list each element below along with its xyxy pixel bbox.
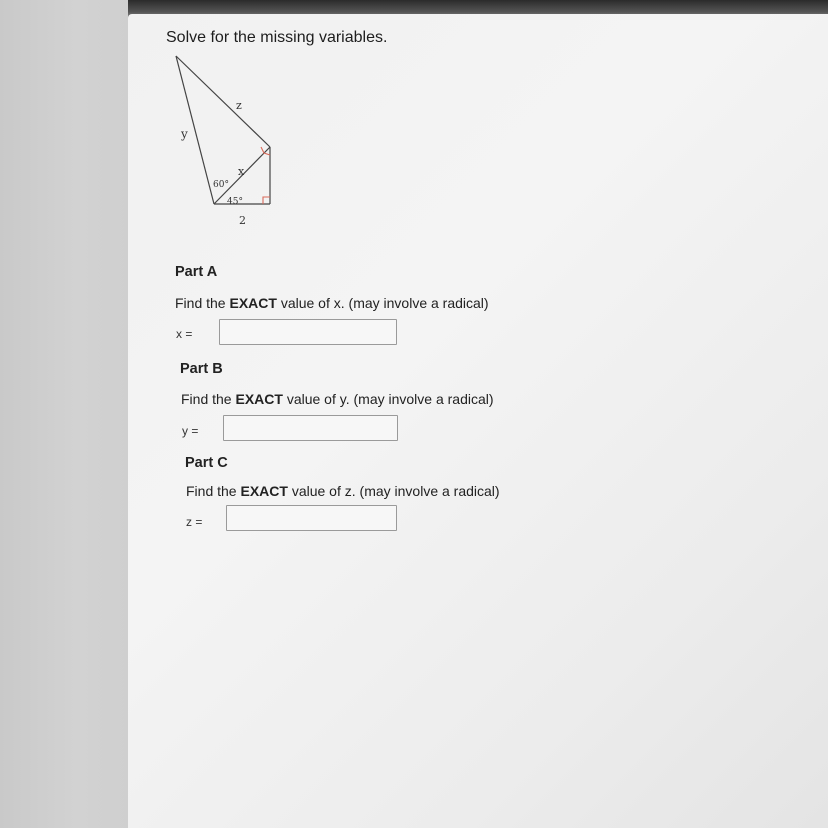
x-answer-input[interactable] <box>219 319 397 345</box>
part-a-heading: Part A <box>175 264 218 280</box>
part-b-heading: Part B <box>180 361 223 377</box>
instruction-text: value of x. (may involve a radical) <box>276 295 489 311</box>
problem-title: Solve for the missing variables. <box>166 29 388 46</box>
z-answer-input[interactable] <box>226 505 397 531</box>
part-b-instruction <box>181 391 494 407</box>
instruction-emphasis: EXACT <box>229 295 277 311</box>
part-c-heading: Part C <box>185 455 228 471</box>
instruction-text: Find the <box>186 483 241 499</box>
instruction-text: Find the <box>181 391 236 407</box>
part-c-instruction <box>186 483 500 499</box>
part-a-instruction <box>175 295 489 311</box>
angle-60-label: 60° <box>213 180 229 190</box>
part-c-answer-label: z = <box>186 515 203 529</box>
right-angle-marker-bottom <box>263 197 270 204</box>
y-answer-input[interactable] <box>223 415 398 441</box>
side-z <box>176 56 270 147</box>
instruction-text: Find the <box>175 295 230 311</box>
instruction-text: value of z. (may involve a radical) <box>287 483 500 499</box>
angle-45-label: 45° <box>227 197 243 207</box>
label-x: x <box>238 165 245 178</box>
base-label: 2 <box>239 214 246 227</box>
monitor-bezel-left <box>0 0 128 828</box>
instruction-emphasis: EXACT <box>240 483 288 499</box>
label-z: z <box>236 99 242 112</box>
part-a-answer-label: x = <box>176 327 193 341</box>
instruction-text: value of y. (may involve a radical) <box>282 391 494 407</box>
label-y: y <box>181 127 188 141</box>
triangle-diagram <box>168 52 280 232</box>
instruction-emphasis: EXACT <box>235 391 283 407</box>
part-b-answer-label: y = <box>182 424 199 438</box>
